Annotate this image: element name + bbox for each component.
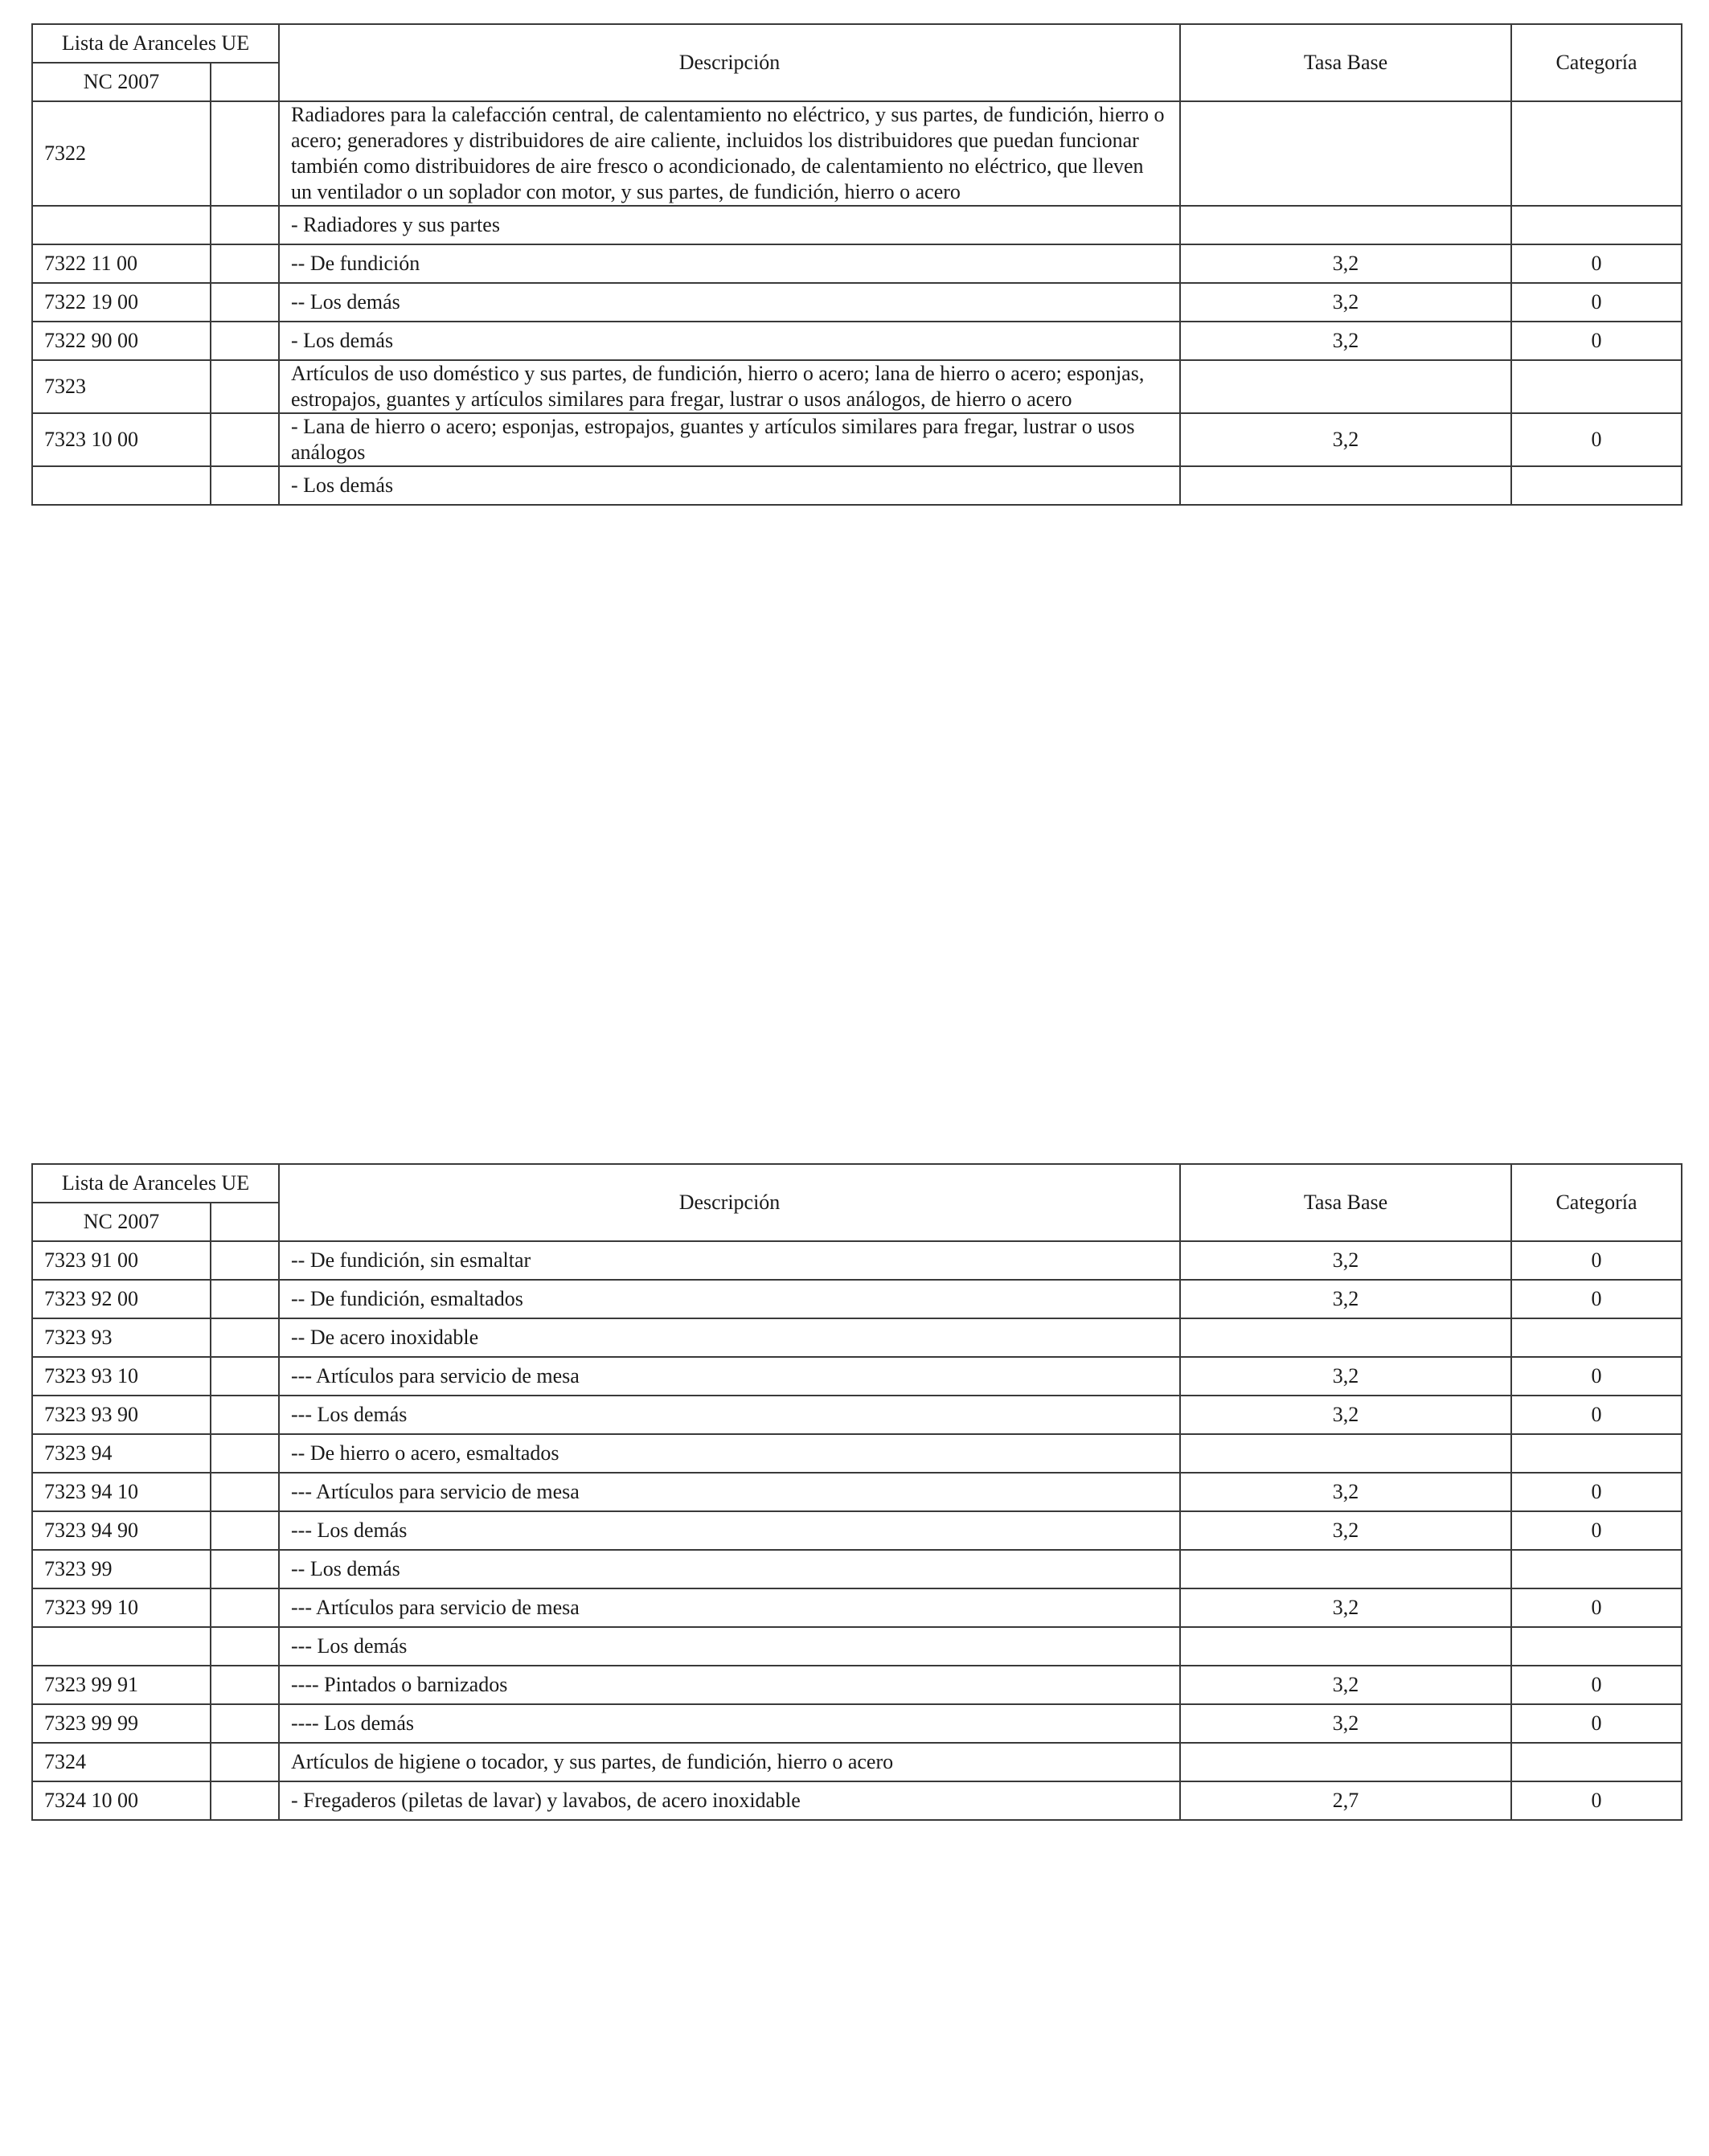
cell-tasa-base: 3,2	[1180, 1588, 1511, 1627]
cell-description: -- Los demás	[279, 283, 1180, 322]
cell-description: --- Los demás	[279, 1396, 1180, 1434]
cell-code: 7323	[32, 360, 211, 413]
cell-code: 7322 11 00	[32, 244, 211, 283]
table-row	[32, 466, 1682, 505]
cell-tasa-base: 3,2	[1180, 322, 1511, 360]
cell-description: -- De fundición, sin esmaltar	[279, 1241, 1180, 1280]
cell-blank	[211, 1511, 279, 1550]
header-tasa-base: Tasa Base	[1180, 1164, 1511, 1241]
cell-code: 7323 91 00	[32, 1241, 211, 1280]
cell-categoria: 0	[1511, 1666, 1682, 1704]
header-tasa-base: Tasa Base	[1180, 24, 1511, 101]
cell-categoria: 0	[1511, 1588, 1682, 1627]
cell-tasa-base	[1180, 1550, 1511, 1588]
cell-description: --- Artículos para servicio de mesa	[279, 1473, 1180, 1511]
header-lista: Lista de Aranceles UE	[32, 24, 279, 63]
table-row	[32, 1704, 1682, 1743]
cell-description: -- De fundición	[279, 244, 1180, 283]
cell-tasa-base: 3,2	[1180, 1396, 1511, 1434]
cell-blank	[211, 360, 279, 413]
cell-description: --- Artículos para servicio de mesa	[279, 1357, 1180, 1396]
cell-blank	[211, 1704, 279, 1743]
cell-blank	[211, 1318, 279, 1357]
cell-code	[32, 206, 211, 244]
header-nc-blank	[211, 1203, 279, 1241]
cell-code: 7323 94 10	[32, 1473, 211, 1511]
cell-tasa-base: 3,2	[1180, 413, 1511, 466]
cell-tasa-base: 3,2	[1180, 1666, 1511, 1704]
cell-code: 7324	[32, 1743, 211, 1781]
cell-tasa-base	[1180, 101, 1511, 206]
table-2-body	[32, 1241, 1682, 1820]
table-row	[32, 1280, 1682, 1318]
table-row	[32, 1666, 1682, 1704]
cell-categoria: 0	[1511, 1396, 1682, 1434]
cell-description: --- Artículos para servicio de mesa	[279, 1588, 1180, 1627]
cell-blank	[211, 1781, 279, 1820]
table-row	[32, 1318, 1682, 1357]
cell-code: 7323 93 90	[32, 1396, 211, 1434]
cell-blank	[211, 244, 279, 283]
cell-categoria: 0	[1511, 244, 1682, 283]
tariff-table-2	[31, 1163, 1682, 1821]
cell-blank	[211, 1357, 279, 1396]
table-row	[32, 101, 1682, 206]
cell-blank	[211, 1666, 279, 1704]
table-row	[32, 1511, 1682, 1550]
cell-tasa-base: 3,2	[1180, 1241, 1511, 1280]
cell-description: - Radiadores y sus partes	[279, 206, 1180, 244]
cell-categoria	[1511, 360, 1682, 413]
tariff-table-1	[31, 23, 1682, 506]
cell-code: 7323 93	[32, 1318, 211, 1357]
table-row	[32, 1473, 1682, 1511]
cell-categoria	[1511, 1627, 1682, 1666]
cell-description: -- Los demás	[279, 1550, 1180, 1588]
cell-blank	[211, 101, 279, 206]
cell-blank	[211, 1280, 279, 1318]
cell-description: Radiadores para la calefacción central, de calentamiento no eléctrico, y sus partes, de fundición, hierro o acero; generadores y distribuidores de aire caliente, incluidos los distribuidores que puedan funcionar también como distribuidores de aire fresco o acondicionado, de calentamiento no eléctrico, que lleven un ventilador o un soplador con motor, y sus partes, de fundición, hierro o acero	[279, 101, 1180, 206]
table-row	[32, 1588, 1682, 1627]
table-row	[32, 322, 1682, 360]
cell-code	[32, 1627, 211, 1666]
cell-tasa-base	[1180, 1434, 1511, 1473]
cell-blank	[211, 1627, 279, 1666]
cell-tasa-base: 3,2	[1180, 1704, 1511, 1743]
cell-blank	[211, 1241, 279, 1280]
cell-code: 7323 99 10	[32, 1588, 211, 1627]
table-row	[32, 1357, 1682, 1396]
cell-code: 7323 94	[32, 1434, 211, 1473]
header-categoria: Categoría	[1511, 1164, 1682, 1241]
table-row	[32, 1627, 1682, 1666]
cell-categoria	[1511, 1550, 1682, 1588]
cell-blank	[211, 1550, 279, 1588]
cell-description: - Los demás	[279, 322, 1180, 360]
table-row	[32, 206, 1682, 244]
table-row	[32, 1434, 1682, 1473]
cell-code	[32, 466, 211, 505]
cell-code: 7323 99 91	[32, 1666, 211, 1704]
header-nc: NC 2007	[32, 1203, 211, 1241]
cell-blank	[211, 322, 279, 360]
cell-blank	[211, 206, 279, 244]
cell-categoria: 0	[1511, 1704, 1682, 1743]
cell-categoria	[1511, 1743, 1682, 1781]
cell-blank	[211, 1473, 279, 1511]
cell-description: -- De hierro o acero, esmaltados	[279, 1434, 1180, 1473]
cell-categoria: 0	[1511, 413, 1682, 466]
cell-code: 7322	[32, 101, 211, 206]
header-descripcion: Descripción	[279, 1164, 1180, 1241]
cell-categoria: 0	[1511, 322, 1682, 360]
cell-description: --- Los demás	[279, 1511, 1180, 1550]
cell-tasa-base	[1180, 1627, 1511, 1666]
table-row	[32, 413, 1682, 466]
header-lista: Lista de Aranceles UE	[32, 1164, 279, 1203]
cell-code: 7323 92 00	[32, 1280, 211, 1318]
cell-tasa-base: 3,2	[1180, 1280, 1511, 1318]
cell-categoria: 0	[1511, 1473, 1682, 1511]
cell-description: --- Los demás	[279, 1627, 1180, 1666]
cell-tasa-base: 3,2	[1180, 1473, 1511, 1511]
cell-categoria	[1511, 206, 1682, 244]
table-row	[32, 283, 1682, 322]
cell-categoria: 0	[1511, 283, 1682, 322]
cell-tasa-base	[1180, 466, 1511, 505]
header-nc: NC 2007	[32, 63, 211, 101]
cell-categoria: 0	[1511, 1241, 1682, 1280]
cell-tasa-base: 3,2	[1180, 283, 1511, 322]
cell-categoria	[1511, 1318, 1682, 1357]
header-nc-blank	[211, 63, 279, 101]
table-row	[32, 1241, 1682, 1280]
cell-tasa-base: 3,2	[1180, 1511, 1511, 1550]
cell-description: Artículos de higiene o tocador, y sus partes, de fundición, hierro o acero	[279, 1743, 1180, 1781]
table-row	[32, 244, 1682, 283]
cell-description: - Los demás	[279, 466, 1180, 505]
cell-code: 7322 19 00	[32, 283, 211, 322]
cell-tasa-base	[1180, 360, 1511, 413]
cell-tasa-base	[1180, 1318, 1511, 1357]
cell-blank	[211, 283, 279, 322]
table-row	[32, 360, 1682, 413]
cell-blank	[211, 413, 279, 466]
cell-code: 7323 10 00	[32, 413, 211, 466]
table-row	[32, 1396, 1682, 1434]
cell-code: 7324 10 00	[32, 1781, 211, 1820]
cell-tasa-base: 2,7	[1180, 1781, 1511, 1820]
cell-description: -- De fundición, esmaltados	[279, 1280, 1180, 1318]
table-row	[32, 1550, 1682, 1588]
cell-categoria	[1511, 1434, 1682, 1473]
cell-blank	[211, 1588, 279, 1627]
cell-blank	[211, 466, 279, 505]
cell-blank	[211, 1396, 279, 1434]
cell-description: ---- Pintados o barnizados	[279, 1666, 1180, 1704]
header-descripcion: Descripción	[279, 24, 1180, 101]
cell-code: 7323 99	[32, 1550, 211, 1588]
cell-tasa-base	[1180, 206, 1511, 244]
cell-code: 7323 94 90	[32, 1511, 211, 1550]
cell-description: ---- Los demás	[279, 1704, 1180, 1743]
cell-tasa-base: 3,2	[1180, 1357, 1511, 1396]
cell-categoria	[1511, 466, 1682, 505]
cell-code: 7322 90 00	[32, 322, 211, 360]
cell-description: -- De acero inoxidable	[279, 1318, 1180, 1357]
cell-description: - Lana de hierro o acero; esponjas, estropajos, guantes y artículos similares para fregar, lustrar o usos análogos	[279, 413, 1180, 466]
table-row	[32, 1781, 1682, 1820]
cell-code: 7323 99 99	[32, 1704, 211, 1743]
cell-categoria: 0	[1511, 1781, 1682, 1820]
cell-categoria: 0	[1511, 1357, 1682, 1396]
table-1-body	[32, 101, 1682, 505]
cell-categoria: 0	[1511, 1280, 1682, 1318]
header-categoria: Categoría	[1511, 24, 1682, 101]
cell-tasa-base	[1180, 1743, 1511, 1781]
cell-categoria: 0	[1511, 1511, 1682, 1550]
cell-categoria	[1511, 101, 1682, 206]
cell-description: Artículos de uso doméstico y sus partes, de fundición, hierro o acero; lana de hierro o acero; esponjas, estropajos, guantes y artículos similares para fregar, lustrar o usos análogos, de hierro o acero	[279, 360, 1180, 413]
cell-description: - Fregaderos (piletas de lavar) y lavabos, de acero inoxidable	[279, 1781, 1180, 1820]
cell-blank	[211, 1434, 279, 1473]
cell-tasa-base: 3,2	[1180, 244, 1511, 283]
cell-blank	[211, 1743, 279, 1781]
table-row	[32, 1743, 1682, 1781]
cell-code: 7323 93 10	[32, 1357, 211, 1396]
